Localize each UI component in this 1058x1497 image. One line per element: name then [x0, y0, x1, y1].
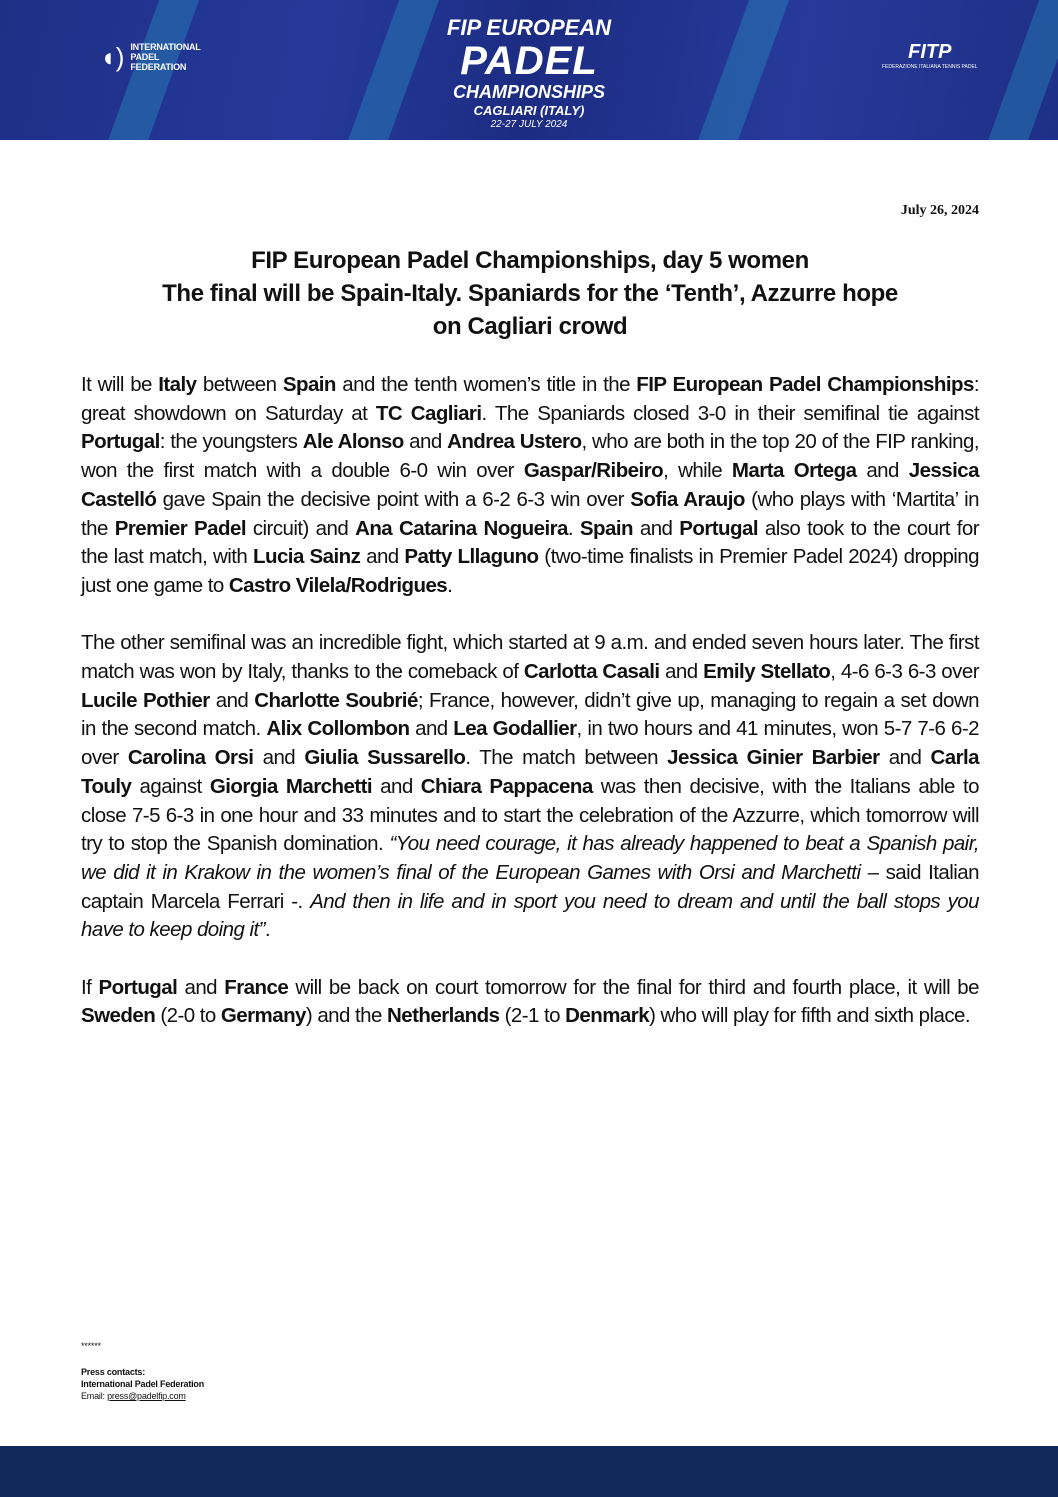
- bold-text: Carolina Orsi: [127, 746, 254, 770]
- bold-text: Gaspar/Ribeiro: [523, 459, 664, 483]
- text-run: .: [264, 918, 271, 942]
- text-run: between: [196, 373, 283, 396]
- bold-text: Giorgia Marchetti: [209, 774, 373, 798]
- organization-name: International Padel Federation: [81, 1379, 205, 1389]
- bold-text: Sweden: [81, 1004, 156, 1028]
- headline-line: on Cagliari crowd: [432, 313, 628, 340]
- bold-text: Ana Catarina Nogueira: [355, 516, 568, 540]
- bold-text: Sofia Araujo: [630, 487, 745, 511]
- text-run: and: [409, 717, 454, 741]
- bold-text: Italy: [158, 373, 197, 396]
- event-title-line3: CHAMPIONSHIPS: [452, 82, 605, 102]
- text-run: , while: [663, 459, 732, 483]
- bold-text: Carlotta Casali: [523, 660, 660, 684]
- headline-line: FIP European Padel Championships, day 5 women: [251, 247, 809, 274]
- text-run: and: [360, 545, 405, 569]
- bold-text: Emily Stellato: [703, 660, 831, 684]
- bold-text: Marta Ortega: [731, 459, 857, 483]
- bold-text: Ale Alonso: [302, 430, 404, 454]
- bold-text: Andrea Ustero: [447, 430, 582, 454]
- text-run: ) who will play for fifth and sixth place.: [649, 1004, 971, 1028]
- fitp-logo-text: FITP: [908, 41, 952, 63]
- text-run: It will be: [81, 373, 159, 396]
- article-paragraph: [81, 371, 979, 601]
- text-run: , in two hours and 41 minutes, won 5-7 7-6 6-2 over: [81, 717, 979, 770]
- bold-text: Portugal: [679, 516, 758, 540]
- bold-text: Carla Touly: [81, 746, 979, 798]
- event-title-line1: FIP EUROPEAN: [446, 15, 612, 40]
- text-run: (two-time finalists in Premier Padel 2024) dropping just one game to: [81, 545, 980, 597]
- text-run: and: [856, 459, 909, 483]
- bold-text: Charlotte Soubrié: [254, 688, 418, 712]
- text-run: and: [372, 774, 421, 798]
- quote-text: “You need courage, it has already happened to beat a Spanish pair, we did it in Krakow in the women’s final of the European Games with Orsi and Marchetti: [81, 832, 979, 884]
- header-banner: [0, 0, 1058, 140]
- text-run: circuit) and: [246, 516, 356, 540]
- text-run: If: [81, 975, 99, 999]
- bold-text: Spain: [579, 516, 633, 540]
- article-paragraph: [81, 974, 979, 1031]
- fitp-logo-sub: FEDERAZIONE ITALIANA TENNIS PADEL: [882, 64, 978, 70]
- text-run: (2-1 to: [499, 1004, 566, 1028]
- text-run: and: [879, 746, 931, 770]
- text-run: . The Spaniards closed 3-0 in their semifinal tie against: [481, 401, 979, 425]
- text-run: .: [447, 573, 453, 597]
- text-run: ; France, however, didn’t give up, managing to regain a set down in the second match.: [81, 688, 979, 741]
- text-run: – said Italian captain Marcela Ferrari -.: [81, 860, 979, 913]
- text-run: and the tenth women’s title in the: [335, 373, 637, 396]
- ipf-logo-line: PADEL: [130, 52, 160, 62]
- bold-text: Lucia Sainz: [253, 545, 361, 569]
- bold-text: Denmark: [565, 1004, 650, 1028]
- bold-text: Jessica Ginier Barbier: [667, 746, 880, 770]
- text-run: . The match between: [465, 746, 668, 770]
- article-paragraph: [81, 629, 979, 945]
- text-run: : great showdown on Saturday at: [81, 373, 979, 425]
- bold-text: Portugal: [81, 430, 160, 454]
- bold-text: Castro Vilela/Rodrigues: [228, 573, 448, 597]
- text-run: gave Spain the decisive point with a 6-2 6-3 win over: [156, 487, 631, 511]
- text-run: also took to the court for the last match, with: [81, 516, 979, 569]
- email-link[interactable]: press@padelfip.com: [107, 1391, 186, 1401]
- footer-bar: [0, 1446, 1058, 1497]
- text-run: and: [633, 516, 680, 540]
- press-date: July 26, 2024: [900, 203, 979, 218]
- text-run: and: [209, 688, 255, 712]
- text-run: was then decisive, with the Italians able to close 7-5 6-3 in one hour and 33 minutes and to start the celebration of the Azzurre, which tomorrow will try to stop the Spanish domination.: [81, 774, 979, 856]
- bold-text: Germany: [220, 1004, 306, 1028]
- press-contacts-label: Press contacts:: [81, 1367, 146, 1377]
- quote-text: And then in life and in sport you need to dream and until the ball stops you have to keep doing it”: [81, 889, 979, 942]
- bold-text: Alix Collombon: [266, 717, 410, 741]
- bold-text: TC Cagliari: [375, 401, 482, 425]
- bold-text: Spain: [282, 373, 336, 396]
- text-run: The other semifinal was an incredible fight, which started at 9 a.m. and ended seven hours later. The first match was won by Italy, thanks to the comeback of: [81, 631, 979, 684]
- text-run: and: [253, 746, 305, 770]
- text-run: ) and the: [305, 1004, 388, 1028]
- bold-text: Chiara Pappacena: [420, 774, 593, 798]
- text-run: and: [403, 430, 448, 454]
- bold-text: FIP European Padel Championships: [636, 373, 974, 396]
- headline: [80, 244, 980, 343]
- bold-text: Premier Padel: [114, 516, 246, 540]
- ipf-logo-line: FEDERATION: [130, 62, 187, 72]
- text-run: , 4-6 6-3 6-3 over: [830, 660, 979, 684]
- text-run: (2-0 to: [155, 1004, 221, 1028]
- event-title-line2: PADEL: [460, 39, 598, 83]
- press-footer: [81, 1340, 204, 1402]
- bold-text: Lea Godallier: [453, 717, 577, 741]
- bold-text: Giulia Sussarello: [304, 746, 466, 770]
- bold-text: Patty Lllaguno: [404, 545, 539, 569]
- text-run: and: [177, 975, 225, 999]
- event-dates: 22-27 JULY 2024: [490, 119, 568, 130]
- headline-line: The final will be Spain-Italy. Spaniards for the ‘Tenth’, Azzurre hope: [162, 280, 898, 307]
- text-run: .: [567, 516, 580, 540]
- article-body: [81, 371, 979, 1060]
- text-run: and: [659, 660, 704, 684]
- separator-stars: ******: [81, 1341, 101, 1351]
- event-location: CAGLIARI (ITALY): [473, 103, 585, 118]
- ipf-ball-icon: ◖): [100, 42, 125, 72]
- ipf-logo-line: INTERNATIONAL: [130, 42, 201, 52]
- email-label: Email:: [81, 1391, 108, 1401]
- text-run: , who are both in the top 20 of the FIP ranking, won the first match with a double 6-0 win over: [81, 430, 979, 483]
- text-run: (who plays with ‘Martita’ in the: [81, 487, 979, 540]
- bold-text: Lucile Pothier: [81, 688, 210, 712]
- bold-text: France: [224, 975, 289, 999]
- bold-text: Netherlands: [387, 1004, 500, 1028]
- text-run: against: [131, 774, 210, 798]
- text-run: : the youngsters: [159, 430, 303, 454]
- text-run: will be back on court tomorrow for the final for third and fourth place, it will be: [288, 975, 980, 999]
- bold-text: Jessica Castelló: [81, 459, 979, 511]
- fitp-logo: [882, 40, 978, 70]
- bold-text: Portugal: [98, 975, 178, 999]
